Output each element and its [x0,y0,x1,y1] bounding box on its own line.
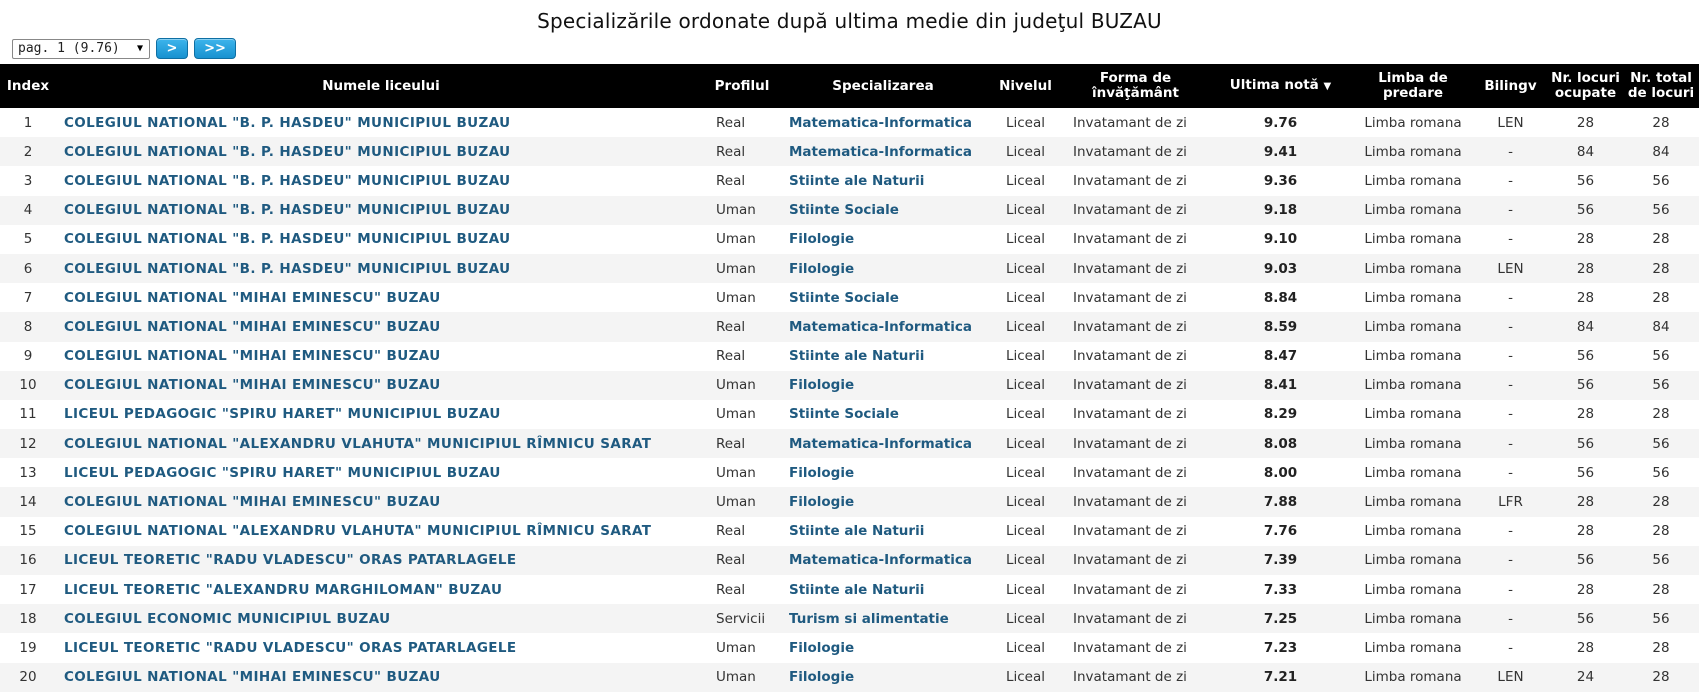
cell-total: 56 [1652,464,1670,481]
cell-total: 28 [1652,494,1670,511]
table-row [0,371,1699,400]
cell-total: 28 [1652,406,1670,423]
table-row [0,400,1699,429]
cell-index: 5 [23,231,33,248]
cell-form: Invatamant de zi [1073,610,1187,627]
cell-form: Invatamant de zi [1073,523,1187,540]
last-page-button[interactable]: >> [194,38,236,59]
cell-form: Invatamant de zi [1073,377,1187,394]
cell-bilingual: - [1508,231,1513,248]
cell-occupied: 28 [1576,494,1595,511]
cell-profile: Real [716,114,746,131]
header-occupied[interactable] [1548,64,1623,108]
cell-form: Invatamant de zi [1073,552,1187,569]
school-name-link[interactable]: COLEGIUL NATIONAL "MIHAI EMINESCU" BUZAU [64,377,441,394]
cell-level: Liceal [1005,143,1046,160]
cell-language: Limba romana [1364,318,1462,335]
specialization-link[interactable]: Matematica-Informatica [789,552,972,569]
header-last-grade-label: Ultima notă [1229,77,1319,93]
header-form-line2: învăţământ [1092,85,1179,101]
cell-bilingual: - [1508,377,1513,394]
cell-profile: Uman [716,639,756,656]
cell-index: 13 [19,464,37,481]
cell-total: 28 [1652,260,1670,277]
cell-bilingual: LEN [1497,260,1524,277]
table-row [0,108,1699,137]
school-name-link[interactable]: COLEGIUL NATIONAL "B. P. HASDEU" MUNICIPIUL BUZAU [64,114,511,131]
cell-last-grade: 8.00 [1263,464,1298,481]
cell-last-grade: 9.10 [1263,231,1298,248]
cell-total: 56 [1652,202,1670,219]
cell-level: Liceal [1005,377,1046,394]
cell-language: Limba romana [1364,523,1462,540]
cell-last-grade: 8.59 [1263,318,1298,335]
school-name-link[interactable]: COLEGIUL NATIONAL "B. P. HASDEU" MUNICIPIUL BUZAU [64,202,511,219]
cell-occupied: 56 [1576,435,1595,452]
cell-profile: Real [716,143,746,160]
cell-form: Invatamant de zi [1073,581,1187,598]
cell-profile: Real [716,523,746,540]
school-name-link[interactable]: COLEGIUL NATIONAL "MIHAI EMINESCU" BUZAU [64,669,441,686]
cell-bilingual: - [1508,406,1513,423]
cell-form: Invatamant de zi [1073,348,1187,365]
cell-occupied: 28 [1576,406,1595,423]
cell-form: Invatamant de zi [1073,494,1187,511]
specialization-link[interactable]: Filologie [789,494,855,511]
table-row [0,283,1699,312]
cell-index: 3 [23,172,33,189]
specialization-link[interactable]: Stiinte ale Naturii [789,348,925,365]
cell-language: Limba romana [1364,464,1462,481]
cell-bilingual: LEN [1497,669,1524,686]
cell-bilingual: - [1508,348,1513,365]
cell-total: 28 [1652,581,1670,598]
specialization-link[interactable]: Filologie [789,377,855,394]
specialization-link[interactable]: Matematica-Informatica [789,114,972,131]
cell-level: Liceal [1005,610,1046,627]
cell-occupied: 28 [1576,231,1595,248]
cell-level: Liceal [1005,202,1046,219]
table-row [0,429,1699,458]
cell-language: Limba romana [1364,172,1462,189]
header-form[interactable] [1063,64,1208,108]
cell-last-grade: 7.25 [1263,610,1298,627]
table-row [0,487,1699,516]
header-profile[interactable]: Profilul [714,77,770,94]
cell-bilingual: - [1508,202,1513,219]
cell-bilingual: - [1508,464,1513,481]
cell-last-grade: 8.84 [1263,289,1298,306]
cell-level: Liceal [1005,464,1046,481]
specialization-link[interactable]: Stiinte ale Naturii [789,581,925,598]
cell-profile: Uman [716,494,756,511]
table-row [0,312,1699,341]
cell-index: 20 [19,669,37,686]
school-name-link[interactable]: COLEGIUL NATIONAL "MIHAI EMINESCU" BUZAU [64,289,441,306]
cell-total: 28 [1652,669,1670,686]
header-language-line1: Limba de [1378,70,1448,86]
cell-index: 17 [19,581,37,598]
cell-index: 1 [23,114,33,131]
cell-occupied: 28 [1576,114,1595,131]
cell-total: 56 [1652,377,1670,394]
cell-last-grade: 8.29 [1263,406,1298,423]
cell-last-grade: 9.03 [1263,260,1298,277]
cell-last-grade: 9.36 [1263,172,1298,189]
cell-last-grade: 8.47 [1263,348,1298,365]
cell-form: Invatamant de zi [1073,639,1187,656]
specialization-link[interactable]: Stiinte ale Naturii [789,523,925,540]
specialization-link[interactable]: Turism si alimentatie [789,610,949,627]
cell-total: 28 [1652,639,1670,656]
cell-form: Invatamant de zi [1073,260,1187,277]
cell-index: 6 [23,260,33,277]
cell-total: 28 [1652,523,1670,540]
cell-language: Limba romana [1364,435,1462,452]
cell-bilingual: LFR [1498,494,1523,511]
cell-bilingual: - [1508,581,1513,598]
cell-language: Limba romana [1364,406,1462,423]
cell-occupied: 56 [1576,377,1595,394]
table-row [0,342,1699,371]
school-name-link[interactable]: LICEUL TEORETIC "RADU VLADESCU" ORAS PATARLAGELE [64,552,517,569]
cell-profile: Real [716,172,746,189]
specialization-link[interactable]: Filologie [789,260,855,277]
specialization-link[interactable]: Stiinte ale Naturii [789,172,925,189]
cell-level: Liceal [1005,523,1046,540]
cell-profile: Uman [716,464,756,481]
cell-profile: Real [716,318,746,335]
cell-language: Limba romana [1364,114,1462,131]
specialization-link[interactable]: Matematica-Informatica [789,318,972,335]
table-row [0,225,1699,254]
school-name-link[interactable]: LICEUL TEORETIC "RADU VLADESCU" ORAS PATARLAGELE [64,639,517,656]
cell-form: Invatamant de zi [1073,172,1187,189]
cell-profile: Real [716,581,746,598]
cell-occupied: 84 [1576,318,1595,335]
cell-level: Liceal [1005,260,1046,277]
cell-last-grade: 8.08 [1263,435,1298,452]
school-name-link[interactable]: COLEGIUL ECONOMIC MUNICIPIUL BUZAU [64,610,391,627]
cell-bilingual: - [1508,289,1513,306]
cell-occupied: 84 [1576,143,1595,160]
cell-index: 9 [23,348,33,365]
cell-occupied: 28 [1576,289,1595,306]
cell-form: Invatamant de zi [1073,231,1187,248]
school-name-link[interactable]: COLEGIUL NATIONAL "B. P. HASDEU" MUNICIPIUL BUZAU [64,231,511,248]
cell-bilingual: - [1508,523,1513,540]
cell-language: Limba romana [1364,494,1462,511]
cell-last-grade: 7.76 [1263,523,1298,540]
cell-last-grade: 8.41 [1263,377,1298,394]
cell-occupied: 28 [1576,523,1595,540]
cell-level: Liceal [1005,231,1046,248]
cell-last-grade: 7.88 [1263,494,1298,511]
header-language[interactable] [1353,64,1473,108]
table-row [0,458,1699,487]
school-name-link[interactable]: LICEUL PEDAGOGIC "SPIRU HARET" MUNICIPIUL BUZAU [64,464,501,481]
cell-total: 84 [1652,143,1670,160]
cell-profile: Uman [716,289,756,306]
table-row [0,254,1699,283]
school-name-link[interactable]: COLEGIUL NATIONAL "B. P. HASDEU" MUNICIPIUL BUZAU [64,260,511,277]
cell-total: 28 [1652,114,1670,131]
cell-profile: Uman [716,231,756,248]
cell-index: 2 [23,143,33,160]
cell-language: Limba romana [1364,289,1462,306]
next-page-button[interactable]: > [156,38,188,59]
cell-index: 7 [23,289,33,306]
header-occupied-line1: Nr. locuri [1551,70,1620,86]
cell-language: Limba romana [1364,669,1462,686]
cell-level: Liceal [1005,552,1046,569]
cell-index: 19 [19,639,37,656]
specialization-link[interactable]: Filologie [789,464,855,481]
header-total-line1: Nr. total [1630,70,1692,86]
cell-language: Limba romana [1364,377,1462,394]
header-index[interactable]: Index [6,77,50,94]
specialization-link[interactable]: Matematica-Informatica [789,435,972,452]
cell-form: Invatamant de zi [1073,435,1187,452]
school-name-link[interactable]: COLEGIUL NATIONAL "B. P. HASDEU" MUNICIPIUL BUZAU [64,172,511,189]
cell-language: Limba romana [1364,231,1462,248]
school-name-link[interactable]: COLEGIUL NATIONAL "MIHAI EMINESCU" BUZAU [64,318,441,335]
cell-profile: Real [716,552,746,569]
cell-bilingual: - [1508,552,1513,569]
cell-index: 16 [19,552,37,569]
cell-bilingual: - [1508,610,1513,627]
cell-language: Limba romana [1364,581,1462,598]
header-language-line2: predare [1382,85,1444,101]
cell-total: 28 [1652,231,1670,248]
cell-profile: Uman [716,377,756,394]
cell-form: Invatamant de zi [1073,669,1187,686]
header-last-grade[interactable] [1208,64,1353,108]
cell-last-grade: 7.21 [1263,669,1298,686]
specialization-link[interactable]: Stiinte Sociale [789,406,899,423]
cell-level: Liceal [1005,435,1046,452]
cell-total: 56 [1652,610,1670,627]
cell-level: Liceal [1005,494,1046,511]
specialization-link[interactable]: Stiinte Sociale [789,202,899,219]
cell-form: Invatamant de zi [1073,202,1187,219]
cell-level: Liceal [1005,406,1046,423]
specialization-link[interactable]: Filologie [789,231,855,248]
cell-occupied: 56 [1576,202,1595,219]
school-name-link[interactable]: COLEGIUL NATIONAL "MIHAI EMINESCU" BUZAU [64,348,441,365]
table-row [0,517,1699,546]
cell-form: Invatamant de zi [1073,114,1187,131]
cell-bilingual: - [1508,172,1513,189]
cell-last-grade: 7.33 [1263,581,1298,598]
school-name-link[interactable]: COLEGIUL NATIONAL "ALEXANDRU VLAHUTA" MUNICIPIUL RÎMNICU SARAT [64,523,652,540]
specialization-link[interactable]: Filologie [789,669,855,686]
cell-index: 18 [19,610,37,627]
cell-level: Liceal [1005,289,1046,306]
sort-descending-icon: ▼ [1323,81,1332,92]
cell-level: Liceal [1005,581,1046,598]
cell-profile: Uman [716,669,756,686]
table-row [0,137,1699,166]
cell-bilingual: - [1508,639,1513,656]
cell-language: Limba romana [1364,610,1462,627]
cell-language: Limba romana [1364,552,1462,569]
specialization-link[interactable]: Stiinte Sociale [789,289,899,306]
cell-index: 4 [23,202,33,219]
cell-language: Limba romana [1364,260,1462,277]
cell-occupied: 56 [1576,172,1595,189]
cell-occupied: 56 [1576,348,1595,365]
chevron-down-icon: ▼ [136,43,143,54]
cell-level: Liceal [1005,114,1046,131]
cell-index: 11 [19,406,37,423]
cell-last-grade: 9.76 [1263,114,1298,131]
cell-occupied: 56 [1576,464,1595,481]
cell-bilingual: - [1508,143,1513,160]
page-select-value: pag. 1 (9.76) [18,41,120,56]
cell-occupied: 28 [1576,581,1595,598]
header-form-line1: Forma de [1099,70,1172,86]
cell-occupied: 28 [1576,260,1595,277]
specialization-link[interactable]: Matematica-Informatica [789,143,972,160]
cell-index: 14 [19,494,37,511]
cell-level: Liceal [1005,669,1046,686]
page-select-dropdown[interactable] [12,39,150,59]
cell-index: 10 [19,377,37,394]
cell-index: 12 [19,435,37,452]
cell-last-grade: 7.23 [1263,639,1298,656]
school-name-link[interactable]: COLEGIUL NATIONAL "B. P. HASDEU" MUNICIPIUL BUZAU [64,143,511,160]
school-name-link[interactable]: LICEUL TEORETIC "ALEXANDRU MARGHILOMAN" BUZAU [64,581,503,598]
cell-bilingual: LEN [1497,114,1524,131]
cell-language: Limba romana [1364,202,1462,219]
cell-index: 8 [23,318,33,335]
cell-form: Invatamant de zi [1073,464,1187,481]
cell-total: 56 [1652,552,1670,569]
table-header-row [0,64,1699,108]
cell-profile: Uman [716,202,756,219]
header-occupied-line2: ocupate [1554,85,1617,101]
cell-language: Limba romana [1364,348,1462,365]
cell-total: 84 [1652,318,1670,335]
cell-form: Invatamant de zi [1073,318,1187,335]
cell-bilingual: - [1508,435,1513,452]
table-row [0,196,1699,225]
cell-profile: Real [716,435,746,452]
school-name-link[interactable]: COLEGIUL NATIONAL "ALEXANDRU VLAHUTA" MUNICIPIUL RÎMNICU SARAT [64,435,652,452]
cell-profile: Uman [716,260,756,277]
table-row [0,604,1699,633]
header-specialization[interactable]: Specializarea [832,77,934,94]
pagination [12,38,236,59]
school-name-link[interactable]: LICEUL PEDAGOGIC "SPIRU HARET" MUNICIPIUL BUZAU [64,406,501,423]
specialization-link[interactable]: Filologie [789,639,855,656]
header-total-line2: de locuri [1627,85,1695,101]
cell-occupied: 56 [1576,610,1595,627]
cell-form: Invatamant de zi [1073,406,1187,423]
table-row [0,546,1699,575]
cell-total: 56 [1652,348,1670,365]
cell-occupied: 28 [1576,639,1595,656]
page-title: Specializările ordonate după ultima medie din judeţul BUZAU [537,9,1162,33]
cell-occupied: 24 [1576,669,1595,686]
header-school[interactable]: Numele liceului [322,77,440,94]
table-row [0,633,1699,662]
table-row [0,166,1699,195]
header-total[interactable] [1623,64,1699,108]
cell-level: Liceal [1005,639,1046,656]
cell-level: Liceal [1005,318,1046,335]
cell-total: 56 [1652,435,1670,452]
cell-level: Liceal [1005,172,1046,189]
cell-last-grade: 9.18 [1263,202,1298,219]
header-bilingual[interactable]: Bilingv [1484,77,1537,94]
table-row [0,663,1699,692]
cell-profile: Uman [716,406,756,423]
cell-profile: Real [716,348,746,365]
cell-bilingual: - [1508,318,1513,335]
cell-level: Liceal [1005,348,1046,365]
cell-last-grade: 9.41 [1263,143,1298,160]
cell-profile: Servicii [716,610,766,627]
cell-last-grade: 7.39 [1263,552,1298,569]
cell-total: 56 [1652,172,1670,189]
cell-language: Limba romana [1364,639,1462,656]
cell-index: 15 [19,523,37,540]
table-row [0,575,1699,604]
cell-form: Invatamant de zi [1073,143,1187,160]
cell-occupied: 56 [1576,552,1595,569]
school-name-link[interactable]: COLEGIUL NATIONAL "MIHAI EMINESCU" BUZAU [64,494,441,511]
header-level[interactable]: Nivelul [999,77,1052,94]
cell-form: Invatamant de zi [1073,289,1187,306]
cell-language: Limba romana [1364,143,1462,160]
specializations-table [0,64,1699,692]
cell-total: 28 [1652,289,1670,306]
